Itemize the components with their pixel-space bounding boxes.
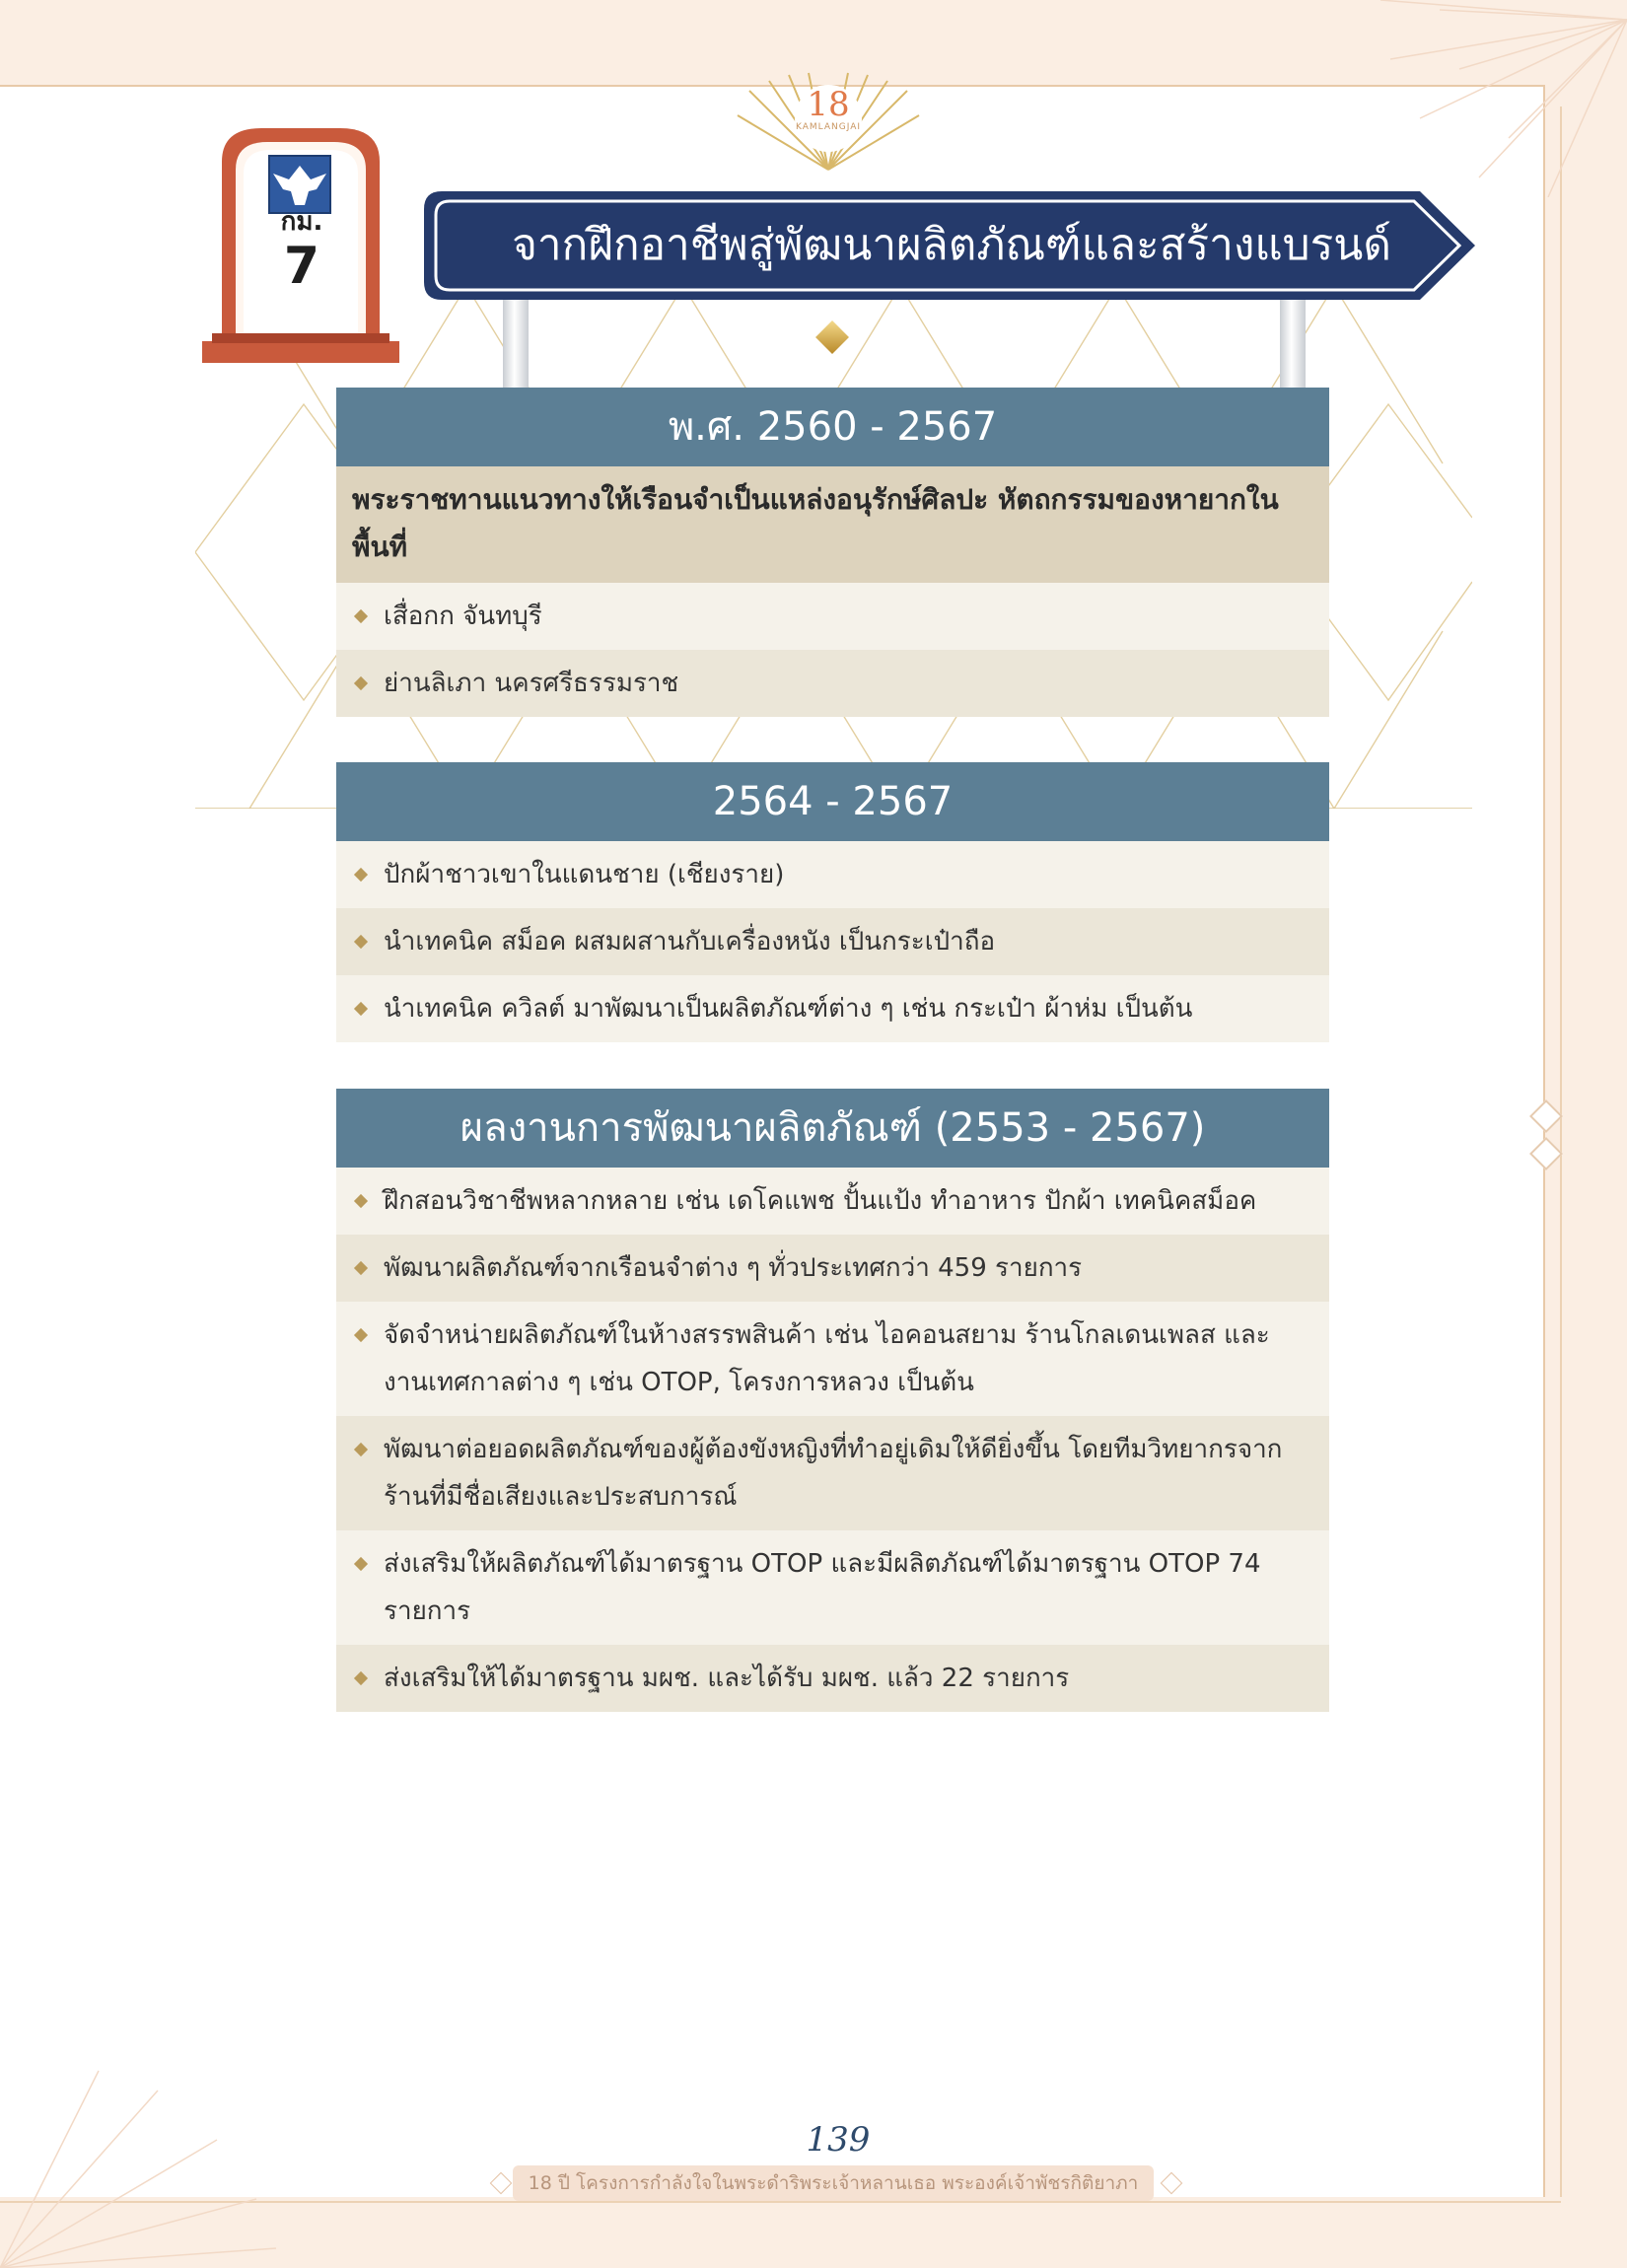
section-header: 2564 - 2567 (336, 762, 1329, 841)
list-item (336, 583, 1329, 650)
list-item-text: ส่งเสริมให้ได้มาตรฐาน มผช. และได้รับ มผช. แล้ว 22 รายการ (384, 1664, 1070, 1693)
list-item-text: นำเทคนิค สม็อค ผสมผสานกับเครื่องหนัง เป็นกระเป๋าถือ (384, 927, 996, 957)
diamond-bullet-icon (354, 1443, 368, 1456)
milestone-label (264, 207, 339, 296)
list-item-text: ปักผ้าชาวเขาในแดนชาย (เชียงราย) (384, 860, 785, 889)
list-item-text: ฝึกสอนวิชาชีพหลากหลาย เช่น เดโคแพช ปั้นแป้ง ทำอาหาร ปักผ้า เทคนิคสม็อค (384, 1186, 1257, 1216)
list-item-text: นำเทคนิค ควิลต์ มาพัฒนาเป็นผลิตภัณฑ์ต่าง ๆ เช่น กระเป๋า ผ้าห่ม เป็นต้น (384, 994, 1193, 1024)
list-item (336, 1168, 1329, 1235)
list-item-text: ย่านลิเภา นครศรีธรรมราช (384, 669, 679, 698)
milestone-number: 7 (283, 237, 320, 296)
diamond-bullet-icon (354, 868, 368, 882)
list-item (336, 1302, 1329, 1416)
diamond-bullet-icon (354, 1194, 368, 1208)
page-title: จากฝึกอาชีพสู่พัฒนาผลิตภัณฑ์และสร้างแบรนด์ (512, 220, 1391, 270)
sunburst-decoration (1262, 0, 1627, 197)
list-item-text: พัฒนาต่อยอดผลิตภัณฑ์ของผู้ต้องขังหญิงที่ทำอยู่เดิมให้ดียิ่งขึ้น โดยทีมวิทยากรจากร้านที่มีชื่อเสียงและประสบการณ์ (384, 1435, 1283, 1512)
list-item (336, 1645, 1329, 1712)
sunburst-decoration (0, 2051, 296, 2268)
diamond-bullet-icon (354, 935, 368, 949)
diamond-bullet-icon (354, 1002, 368, 1016)
list-item (336, 841, 1329, 908)
list-item-text: เสื่อกก จันทบุรี (384, 602, 542, 631)
footer-text: 18 ปี โครงการกำลังใจในพระดำริพระเจ้าหลานเธอ พระองค์เจ้าพัชรกิติยาภา (528, 2172, 1139, 2194)
list-item (336, 1235, 1329, 1302)
diamond-bullet-icon (354, 676, 368, 690)
milestone-unit: กม. (280, 207, 323, 237)
section-subheader: พระราชทานแนวทางให้เรือนจำเป็นแหล่งอนุรักษ์ศิลปะ หัตถกรรมของหายากในพื้นที่ (336, 466, 1329, 583)
diamond-bullet-icon (354, 1557, 368, 1571)
emblem-caption: KAMLANGJAI (795, 122, 862, 132)
list-item-text: พัฒนาผลิตภัณฑ์จากเรือนจำต่าง ๆ ทั่วประเทศกว่า 459 รายการ (384, 1253, 1083, 1283)
list-item (336, 1416, 1329, 1530)
list-item-text: ส่งเสริมให้ผลิตภัณฑ์ได้มาตรฐาน OTOP และมีผลิตภัณฑ์ได้มาตรฐาน OTOP 74 รายการ (384, 1549, 1261, 1626)
list-item (336, 1530, 1329, 1645)
section-header: ผลงานการพัฒนาผลิตภัณฑ์ (2553 - 2567) (336, 1089, 1329, 1168)
section-header: พ.ศ. 2560 - 2567 (336, 388, 1329, 466)
emblem-number: 18 (807, 85, 850, 124)
diamond-bullet-icon (354, 1328, 368, 1342)
section-period-2560-2567 (336, 388, 1329, 717)
section-period-2564-2567 (336, 762, 1329, 1042)
sign-post (503, 294, 529, 389)
page-number: 139 (806, 2120, 871, 2160)
section-product-development (336, 1089, 1329, 1712)
diamond-bullet-icon (354, 609, 368, 623)
list-item (336, 908, 1329, 975)
sign-post (1280, 294, 1306, 389)
list-item (336, 650, 1329, 717)
list-item (336, 975, 1329, 1042)
diamond-bullet-icon (354, 1261, 368, 1275)
diamond-bullet-icon (354, 1671, 368, 1685)
list-item-text: จัดจำหน่ายผลิตภัณฑ์ในห้างสรรพสินค้า เช่น ไอคอนสยาม ร้านโกลเดนเพลส และงานเทศกาลต่าง ๆ เช่น OTOP, โครงการหลวง เป็นต้น (384, 1320, 1270, 1397)
